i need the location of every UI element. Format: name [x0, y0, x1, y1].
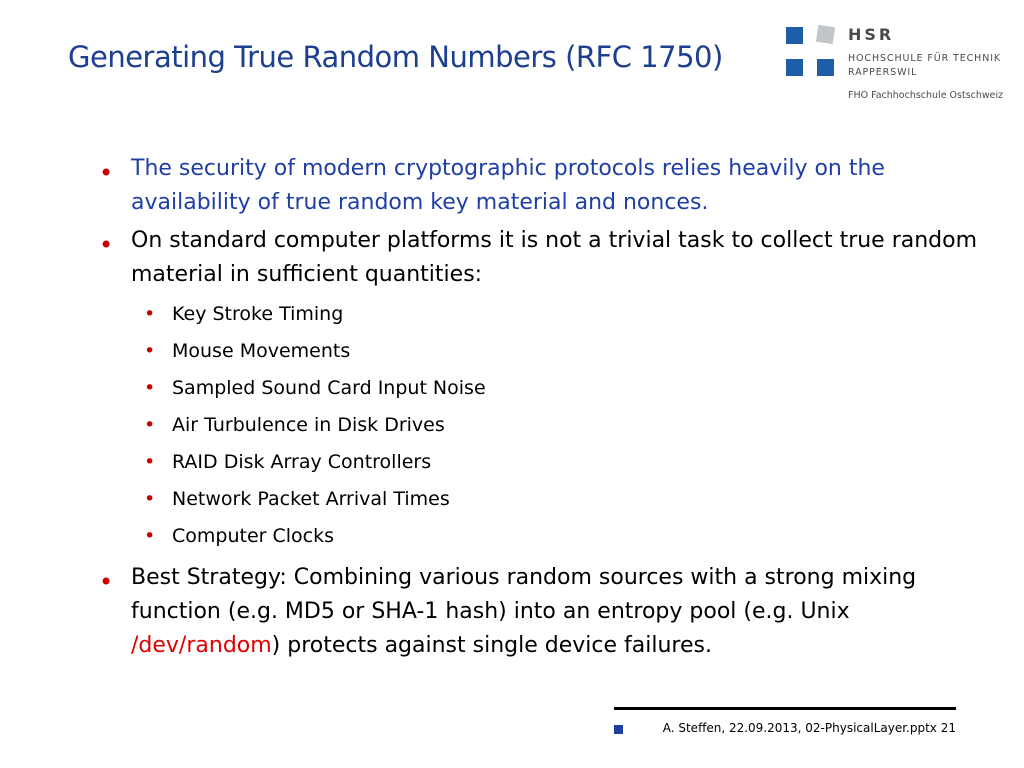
sub-bullet-item	[96, 407, 996, 444]
bullet-icon: •	[144, 451, 156, 473]
sub-bullet-text: Sampled Sound Card Input Noise	[172, 377, 486, 399]
slide-content	[96, 152, 996, 667]
bullet-text: The security of modern cryptographic protocols relies heavily on the availability of true random key material and nonces.	[131, 156, 885, 215]
footer-divider	[614, 707, 956, 710]
bullet-text: On standard computer platforms it is not a trivial task to collect true random material in sufficient quantities:	[131, 228, 978, 287]
sub-bullet-item	[96, 481, 996, 518]
logo-square-blue-3	[817, 59, 834, 76]
logo-square-grey	[816, 25, 835, 44]
sub-bullet-list	[96, 296, 996, 555]
sub-bullet-item	[96, 333, 996, 370]
bullet-icon: •	[99, 568, 114, 596]
logo-name: HSR	[848, 25, 895, 44]
bullet-icon: •	[144, 377, 156, 399]
footer-text: A. Steffen, 22.09.2013, 02-PhysicalLayer.pptx 21	[662, 721, 956, 735]
sub-bullet-item	[96, 370, 996, 407]
bullet-icon: •	[99, 159, 114, 187]
bullet-icon: •	[99, 231, 114, 259]
sub-bullet-item	[96, 296, 996, 333]
bullet-item	[96, 224, 996, 292]
sub-bullet-text: Network Packet Arrival Times	[172, 488, 450, 510]
sub-bullet-text: Key Stroke Timing	[172, 303, 344, 325]
sub-bullet-text: Mouse Movements	[172, 340, 351, 362]
bullet-icon: •	[144, 525, 156, 547]
bullet-icon: •	[144, 414, 156, 436]
sub-bullet-text: RAID Disk Array Controllers	[172, 451, 432, 473]
bullet-icon: •	[144, 340, 156, 362]
bullet-icon: •	[144, 303, 156, 325]
bullet-text-start: Best Strategy: Combining various random sources with a strong mixing function (e.g. MD5 or SHA-1 hash) into an entropy pool (e.g. Unix	[131, 565, 917, 624]
bullet-icon: •	[144, 488, 156, 510]
bullet-text-end: ) protects against single device failures.	[271, 633, 712, 658]
logo-school-name: HOCHSCHULE FÜR TECHNIK	[848, 53, 1002, 64]
slide-title: Generating True Random Numbers (RFC 1750)	[68, 40, 723, 74]
logo-fho: FHO Fachhochschule Ostschweiz	[848, 90, 1004, 101]
logo-square-blue-2	[786, 59, 803, 76]
logo-square-blue-1	[786, 27, 803, 44]
logo-location: RAPPERSWIL	[848, 67, 918, 78]
sub-bullet-item	[96, 444, 996, 481]
bullet-item	[96, 561, 996, 663]
sub-bullet-text: Computer Clocks	[172, 525, 335, 547]
bullet-item	[96, 152, 996, 220]
dev-random-highlight: /dev/random	[131, 633, 272, 658]
sub-bullet-text: Air Turbulence in Disk Drives	[172, 414, 445, 436]
hsr-logo	[784, 22, 1016, 106]
footer-square-icon	[614, 725, 623, 734]
sub-bullet-item	[96, 518, 996, 555]
